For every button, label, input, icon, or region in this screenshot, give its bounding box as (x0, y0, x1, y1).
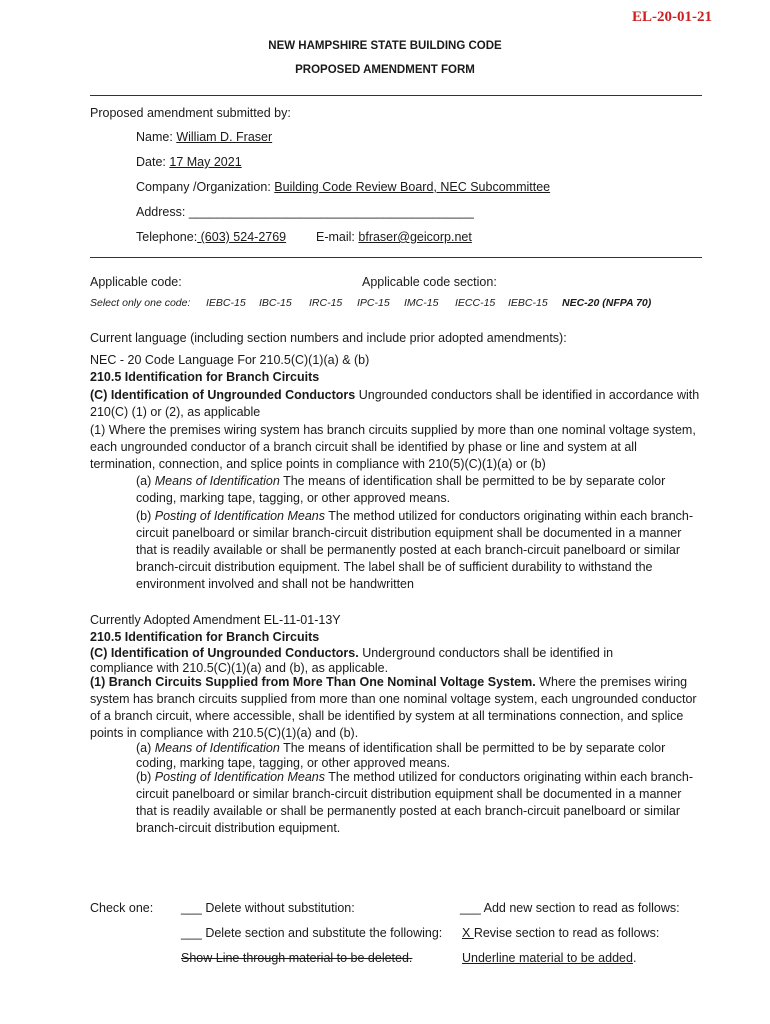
form-subtitle: PROPOSED AMENDMENT FORM (295, 64, 475, 76)
email-label: E-mail: (316, 230, 355, 244)
current-paragraph-c (90, 387, 702, 421)
telephone-row (136, 230, 286, 244)
telephone-value: (603) 524-2769 (197, 230, 287, 244)
address-row (136, 205, 474, 219)
current-code-reference: NEC - 20 Code Language For 210.5(C)(1)(a) & (b) (90, 353, 370, 367)
current-paragraph-1: (1) Where the premises wiring system has branch circuits supplied by more than one nominal voltage system, each ungrounded conductor of a branch circuit shall be identified by phase or line and system at all termination, connection, and splice points in compliance with 210(5)(C)(1)(a) or (b) (90, 423, 696, 471)
submitter-divider (90, 257, 702, 258)
adopted-a-term: Means of Identification (154, 741, 280, 755)
document-id: EL-20-01-21 (632, 9, 712, 25)
code-option[interactable]: IBC-15 (259, 297, 292, 309)
adopted-paragraph-b: (b) Posting of Identification Means The method utilized for conductors originating within each branch- circuit panelboard or similar branch-circuit distribution equipment shall be documented in a manner that is readily available or shall be permanently posted at each branch-circuit panelboard or similar branch-circuit distribution equipment. (136, 770, 694, 835)
adopted-amendment-heading: Currently Adopted Amendment EL-11-01-13Y (90, 613, 341, 627)
adopted-c-heading: (C) Identification of Ungrounded Conductors. (90, 646, 359, 660)
option-delete-without-substitution[interactable]: ___ Delete without substitution: (181, 901, 355, 915)
applicable-section-label: Applicable code section: (362, 275, 497, 289)
option-revise-section[interactable] (462, 926, 659, 940)
adopted-section-title: 210.5 Identification for Branch Circuits (90, 630, 320, 644)
current-language-heading: Current language (including section numbers and include prior adopted amendments): (90, 331, 567, 345)
code-option[interactable]: IEBC-15 (508, 297, 548, 309)
code-option[interactable]: IMC-15 (404, 297, 439, 309)
check-one-label: Check one: (90, 901, 154, 915)
current-paragraph-b: (b) Posting of Identification Means The method utilized for conductors originating within each branch- circuit panelboard or similar branch-circuit distribution equipment shall be documented in a manner that is readily available or shall be permanently posted at each branch-circuit panelboard or similar branch-circuit distribution equipment. The label shall be of sufficient durability to withstand the environment involved and shall not be handwritten (136, 509, 694, 591)
adopted-b-term: Posting of Identification Means (154, 770, 325, 784)
adopted-paragraph-1 (90, 674, 702, 742)
select-prompt: Select only one code: (90, 297, 191, 309)
submitted-by-label: Proposed amendment submitted by: (90, 106, 291, 120)
address-value: _________________________________________ (188, 205, 474, 219)
current-c-text: Ungrounded conductors shall be identified in accordance with 210(C) (1) or (2), as applicable (90, 388, 700, 419)
current-a-term: Means of Identification (154, 474, 280, 488)
adopted-paragraph-a: (a) Means of Identification The means of identification shall be permitted to be by separate color coding, marking tape, tagging, or other approved means. (136, 741, 666, 770)
name-row (136, 130, 272, 144)
adopted-c-text: Underground conductors shall be identified in compliance with 210.5(C)(1)(a) and (b), as applicable. (90, 646, 614, 675)
date-label: Date: (136, 155, 166, 169)
code-option[interactable]: IPC-15 (357, 297, 390, 309)
option-add-new-section[interactable]: ___ Add new section to read as follows: (460, 901, 680, 915)
option-delete-and-substitute[interactable]: ___ Delete section and substitute the following: (181, 926, 443, 940)
current-section-title: 210.5 Identification for Branch Circuits (90, 370, 320, 384)
header-divider (90, 95, 702, 96)
code-option[interactable]: IEBC-15 (206, 297, 246, 309)
email-value[interactable]: bfraser@geicorp.net (358, 230, 472, 244)
company-row (136, 180, 550, 194)
telephone-label: Telephone: (136, 230, 198, 244)
company-label: Company /Organization: (136, 180, 271, 194)
current-paragraph-a: (a) Means of Identification The means of identification shall be permitted to be by separate color coding, marking tape, tagging, or other approved means. (136, 474, 666, 505)
email-row (316, 230, 472, 244)
revise-label: Revise section to read as follows: (473, 926, 660, 940)
name-value: William D. Fraser (176, 130, 273, 144)
code-option[interactable]: IECC-15 (455, 297, 496, 309)
underline-instruction: Underline material to be added. (462, 951, 637, 965)
code-option[interactable]: IRC-15 (309, 297, 343, 309)
strikethrough-instruction: Show Line through material to be deleted. (181, 951, 413, 965)
code-option-selected[interactable]: NEC-20 (NFPA 70) (562, 297, 652, 309)
company-value: Building Code Review Board, NEC Subcommittee (274, 180, 551, 194)
adopted-1-text: Where the premises wiring system has branch circuits supplied from more than one nominal voltage system, each ungrounded conductor of a branch circuit, where accessible, shall be identified by system at all terminations connection, and splice points in compliance with 210.5(C)(1)(a) and (b). (90, 675, 697, 740)
applicable-code-label: Applicable code: (90, 275, 182, 289)
name-label: Name: (136, 130, 173, 144)
adopted-paragraph-c (90, 646, 630, 675)
address-label: Address: (136, 205, 186, 219)
current-b-term: Posting of Identification Means (154, 509, 325, 523)
adopted-1-heading: (1) Branch Circuits Supplied from More Than One Nominal Voltage System. (90, 675, 536, 689)
date-row (136, 155, 242, 169)
form-title: NEW HAMPSHIRE STATE BUILDING CODE (268, 40, 502, 52)
date-value: 17 May 2021 (169, 155, 242, 169)
current-c-heading: (C) Identification of Ungrounded Conductors (90, 388, 356, 402)
revise-check-mark: X (462, 926, 474, 940)
